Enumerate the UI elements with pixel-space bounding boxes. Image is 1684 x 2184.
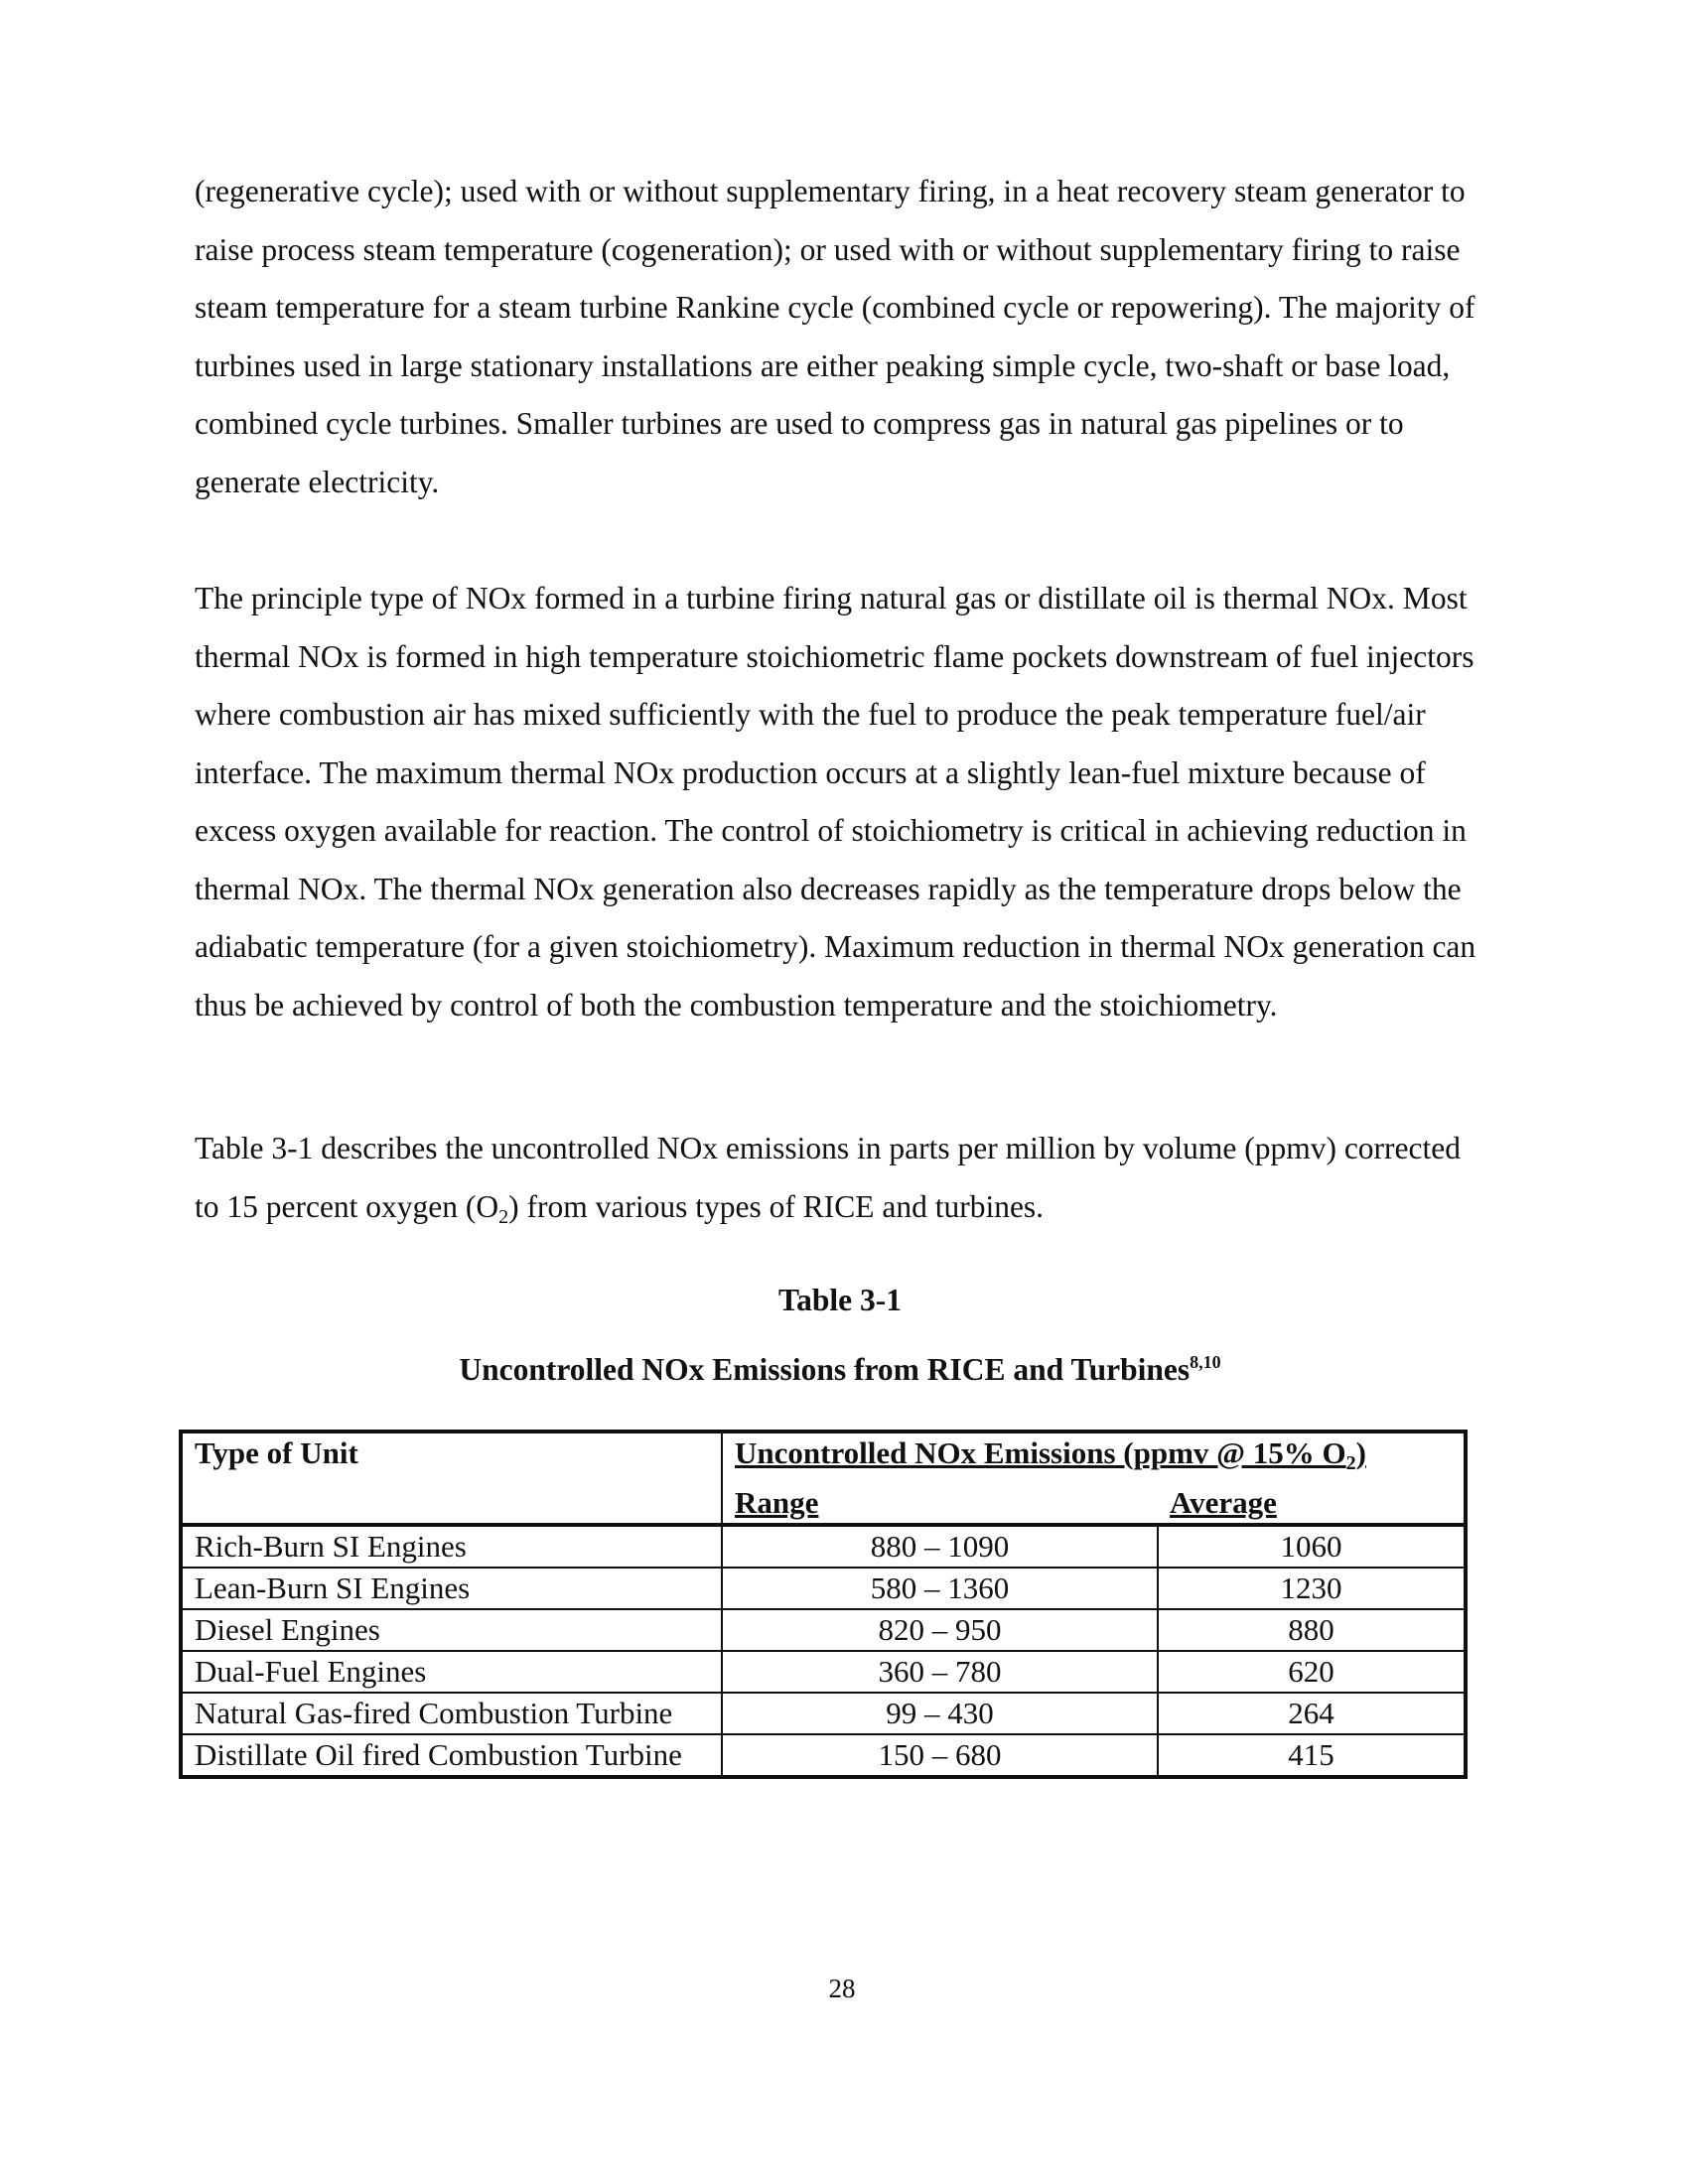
oxygen-subscript: 2 <box>498 1205 509 1228</box>
table-row <box>181 1568 1466 1609</box>
header-range: Range <box>722 1483 1158 1525</box>
cell-range: 580 – 1360 <box>722 1568 1158 1609</box>
header-group-text-b: ) <box>1355 1435 1366 1470</box>
cell-range: 880 – 1090 <box>722 1525 1158 1568</box>
table-row <box>181 1609 1466 1651</box>
header-uncontrolled-emissions <box>722 1432 1466 1483</box>
cell-average: 880 <box>1158 1609 1466 1651</box>
table-row <box>181 1651 1466 1693</box>
cell-range: 150 – 680 <box>722 1734 1158 1777</box>
table-title: Table 3-1 <box>778 1283 902 1317</box>
cell-average: 1230 <box>1158 1568 1466 1609</box>
cell-average: 264 <box>1158 1693 1466 1734</box>
cell-type: Lean-Burn SI Engines <box>181 1568 722 1609</box>
paragraph-turbine-cycles: (regenerative cycle); used with or without supplementary firing, in a heat recovery steam generator to raise process steam temperature (cogeneration); or used with or without supplementary firing to raise steam temperature for a steam turbine Rankine cycle (combined cycle or repowering). The majority of turbines used in large stationary installations are either peaking simple cycle, two-shaft or base load, combined cycle turbines. Smaller turbines are used to compress gas in natural gas pipelines or to generate electricity. <box>195 174 1475 499</box>
cell-type: Natural Gas-fired Combustion Turbine <box>181 1693 722 1734</box>
table-subtitle-references: 8,10 <box>1190 1352 1221 1372</box>
table-row <box>181 1525 1466 1568</box>
cell-average: 1060 <box>1158 1525 1466 1568</box>
paragraph-table-intro-text-a: Table 3-1 describes the uncontrolled NOx emissions in parts per million by volume (ppmv) corrected to 15 percent oxygen (O <box>195 1131 1461 1224</box>
table-row <box>181 1693 1466 1734</box>
page-number: 28 <box>828 1974 856 2003</box>
nox-emissions-table <box>179 1430 1468 1779</box>
table-row <box>181 1734 1466 1777</box>
header-oxygen-subscript: 2 <box>1345 1452 1356 1474</box>
cell-type: Rich-Burn SI Engines <box>181 1525 722 1568</box>
table-subtitle-text: Uncontrolled NOx Emissions from RICE and Turbines <box>459 1352 1191 1387</box>
cell-type: Diesel Engines <box>181 1609 722 1651</box>
cell-range: 820 – 950 <box>722 1609 1158 1651</box>
table-header-row <box>181 1432 1466 1483</box>
header-average: Average <box>1158 1483 1466 1525</box>
cell-average: 620 <box>1158 1651 1466 1693</box>
header-group-text-a: Uncontrolled NOx Emissions (ppmv @ 15% O <box>735 1435 1346 1470</box>
cell-range: 360 – 780 <box>722 1651 1158 1693</box>
table-subtitle <box>195 1352 1485 1388</box>
paragraph-table-intro <box>195 1120 1485 1246</box>
cell-type: Distillate Oil fired Combustion Turbine <box>181 1734 722 1777</box>
paragraph-table-intro-text-b: ) from various types of RICE and turbines. <box>508 1188 1045 1224</box>
cell-type: Dual-Fuel Engines <box>181 1651 722 1693</box>
cell-average: 415 <box>1158 1734 1466 1777</box>
paragraph-thermal-nox: The principle type of NOx formed in a turbine firing natural gas or distillate oil is thermal NOx. Most thermal NOx is formed in high temperature stoichiometric flame pockets downstream of fuel injectors where combustion air has mixed sufficiently with the fuel to produce the peak temperature fuel/air interface. The maximum thermal NOx production occurs at a slightly lean-fuel mixture because of excess oxygen available for reaction. The control of stoichiometry is critical in achieving reduction in thermal NOx. The thermal NOx generation also decreases rapidly as the temperature drops below the adiabatic temperature (for a given stoichiometry). Maximum reduction in thermal NOx generation can thus be achieved by control of both the combustion temperature and the stoichiometry. <box>195 581 1476 1023</box>
header-type-of-unit: Type of Unit <box>181 1432 722 1525</box>
cell-range: 99 – 430 <box>722 1693 1158 1734</box>
